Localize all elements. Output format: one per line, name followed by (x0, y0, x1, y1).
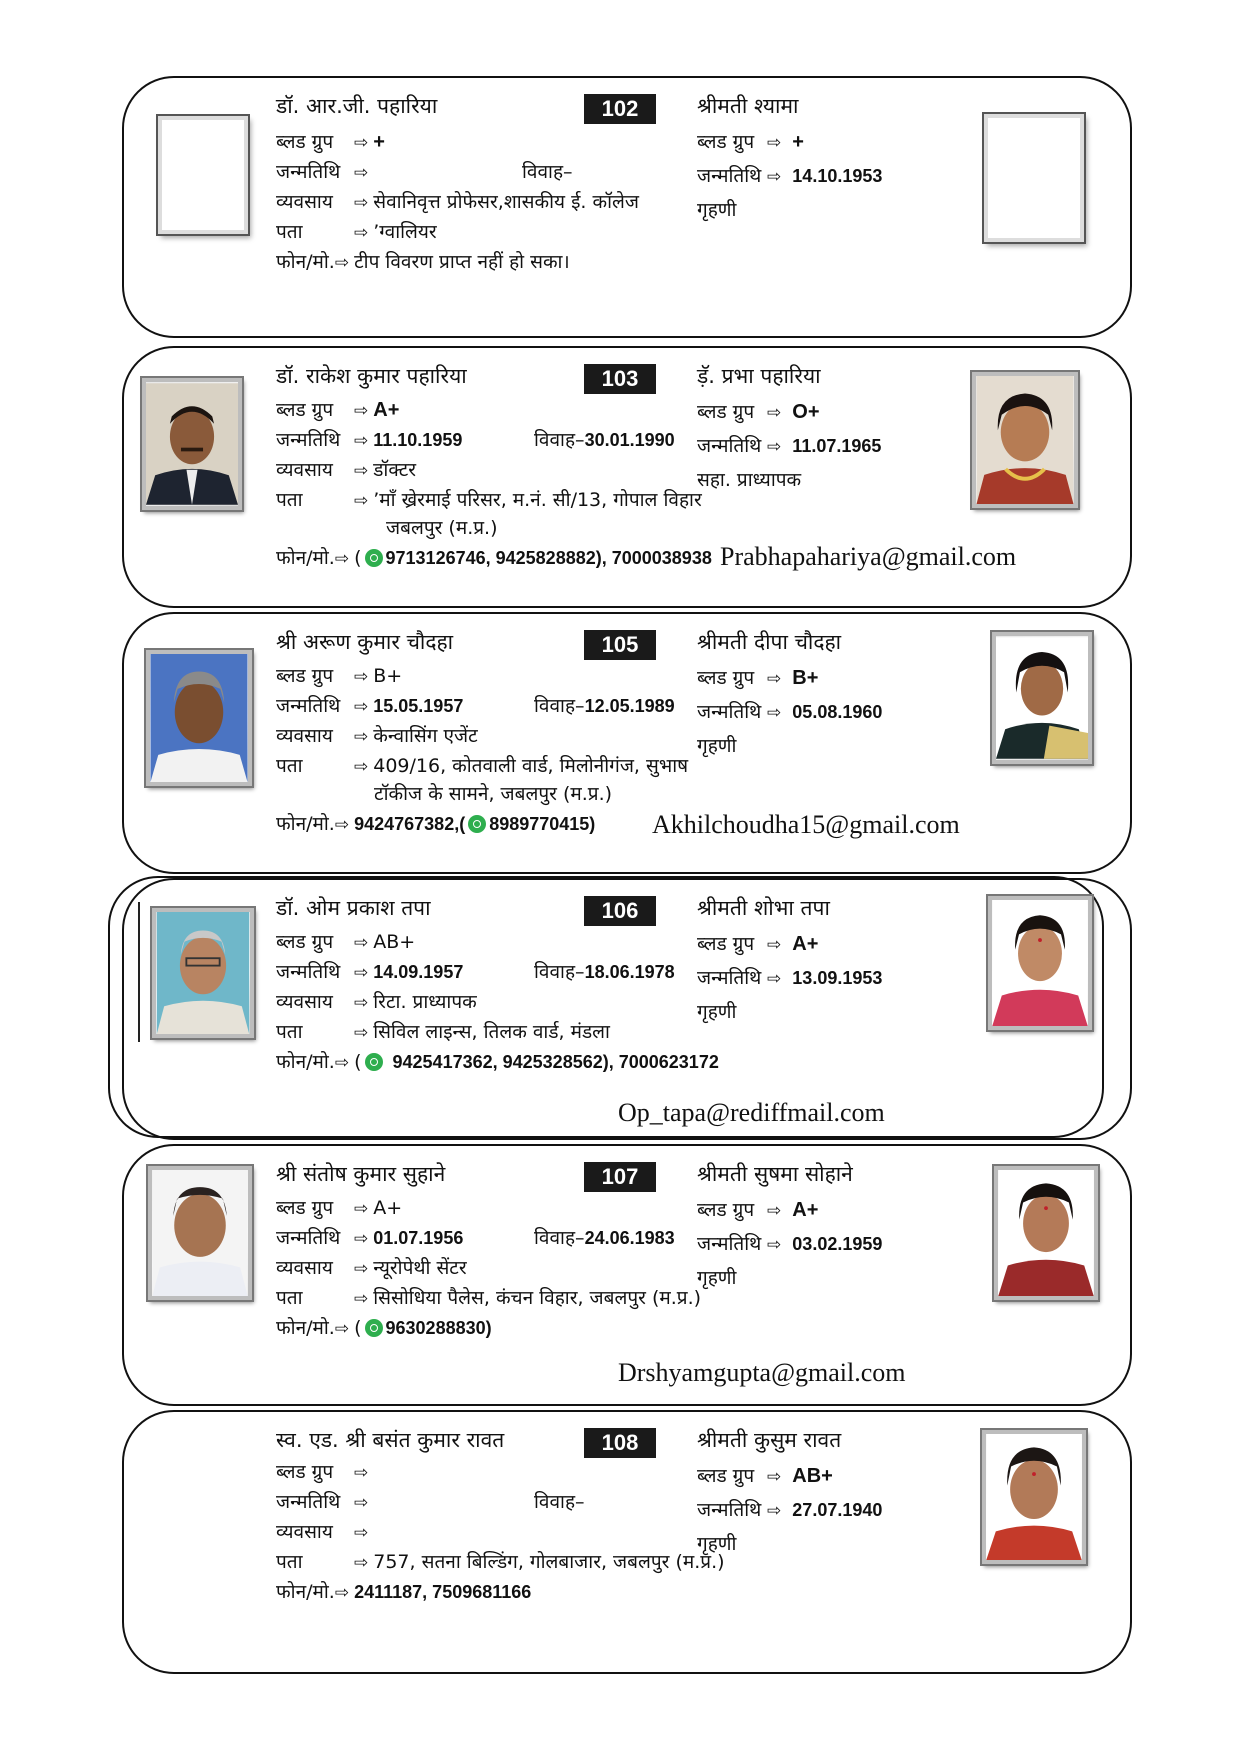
arrow-icon: ⇨ (767, 1467, 782, 1487)
husband-photo (152, 908, 254, 1038)
arrow-icon: ⇨ (767, 935, 782, 955)
marriage-label: विवाह– (534, 1491, 585, 1513)
wife-dob-value: 13.09.1953 (792, 968, 883, 988)
wife-blood-group-row (697, 398, 881, 424)
arrow-icon: ⇨ (767, 1235, 782, 1255)
address-label: पता (276, 1021, 303, 1043)
dob-row (276, 426, 462, 452)
wife-column (697, 362, 881, 492)
address-row-2 (374, 780, 612, 806)
wife-name: श्रीमती दीपा चौदहा (697, 630, 842, 654)
address-label: पता (276, 755, 303, 777)
occupation-row (276, 988, 477, 1014)
whatsapp-icon (365, 1319, 383, 1337)
arrow-icon: ⇨ (354, 193, 369, 213)
occupation-row (276, 1254, 467, 1280)
wife-dob-value: 27.07.1940 (792, 1500, 883, 1520)
blood-group-label: ब्लड ग्रुप (697, 1199, 755, 1221)
blood-group-value: + (373, 131, 385, 153)
address-value: सिविल लाइन्स, तिलक वार्ड, मंडला (373, 1021, 610, 1043)
wife-blood-group-value: + (792, 131, 804, 153)
occupation-label: व्यवसाय (276, 459, 333, 481)
wife-dob-row (697, 1496, 882, 1522)
member-number-badge: 106 (584, 896, 656, 926)
address-row-2 (386, 514, 498, 540)
wife-column (697, 628, 882, 758)
phone-label: फोन/मो. (276, 1317, 335, 1339)
arrow-icon: ⇨ (354, 993, 369, 1013)
arrow-icon: ⇨ (767, 167, 782, 187)
occupation-label: व्यवसाय (276, 991, 333, 1013)
address-row (276, 1548, 725, 1574)
phone-label: फोन/मो. (276, 1051, 335, 1073)
wife-photo (988, 896, 1092, 1030)
marriage-label: विवाह– (534, 1227, 585, 1249)
occupation-row (276, 1518, 373, 1544)
arrow-icon: ⇨ (354, 697, 369, 717)
husband-photo-placeholder (158, 116, 248, 234)
wife-dob-row (697, 1230, 882, 1256)
husband-name: श्री संतोष कुमार सुहाने (276, 1162, 446, 1186)
email-link[interactable]: Drshyamgupta@gmail.com (618, 1358, 906, 1387)
marriage-label: विवाह– (534, 695, 585, 717)
husband-photo (148, 1166, 252, 1300)
member-number-badge: 103 (584, 364, 656, 394)
occupation-label: व्यवसाय (276, 1257, 333, 1279)
arrow-icon: ⇨ (354, 727, 369, 747)
arrow-icon: ⇨ (354, 1493, 369, 1513)
phone-value: टीप विवरण प्राप्त नहीं हो सका। (354, 251, 570, 273)
member-card-102 (122, 76, 1132, 338)
arrow-icon: ⇨ (354, 1463, 369, 1483)
member-number-badge: 107 (584, 1162, 656, 1192)
wife-photo-placeholder (984, 114, 1084, 242)
wife-column (697, 894, 882, 1024)
husband-name: डॉ. आर.जी. पहारिया (276, 94, 438, 118)
phone-row (276, 544, 712, 570)
arrow-icon: ⇨ (354, 223, 369, 243)
dob-row (276, 692, 463, 718)
arrow-icon: ⇨ (767, 403, 782, 423)
blood-group-value: AB+ (373, 931, 416, 953)
arrow-icon: ⇨ (334, 1053, 350, 1073)
dob-label: जन्मतिथि (276, 1227, 341, 1249)
arrow-icon: ⇨ (334, 549, 350, 569)
blood-group-row (276, 662, 402, 688)
phone-value: 2411187, 7509681166 (354, 1582, 532, 1602)
occupation-value: डॉक्टर (373, 459, 417, 481)
arrow-icon: ⇨ (354, 667, 369, 687)
address-row (276, 218, 437, 244)
blood-group-row (276, 128, 385, 154)
wife-dob-value: 11.07.1965 (792, 436, 882, 456)
arrow-icon: ⇨ (334, 815, 350, 835)
dob-row (276, 1488, 373, 1514)
blood-group-row (276, 396, 399, 422)
arrow-icon: ⇨ (767, 1201, 782, 1221)
dob-row (276, 158, 373, 184)
photo-divider (138, 902, 140, 1042)
wife-dob-value: 03.02.1959 (792, 1234, 883, 1254)
arrow-icon: ⇨ (354, 401, 369, 421)
arrow-icon: ⇨ (767, 133, 782, 153)
marriage-value: 12.05.1989 (584, 696, 675, 716)
address-value-line1: ’माँ ख्रेरमाई परिसर, म.नं. सी/13, गोपाल विहार (373, 489, 702, 511)
member-number-badge: 102 (584, 94, 656, 124)
dob-label: जन्मतिथि (697, 701, 762, 723)
arrow-icon: ⇨ (334, 1319, 350, 1339)
arrow-icon: ⇨ (354, 1199, 369, 1219)
husband-name: श्री अरूण कुमार चौदहा (276, 630, 454, 654)
blood-group-value: A+ (373, 1197, 403, 1219)
address-label: पता (276, 1551, 303, 1573)
blood-group-label: ब्लड ग्रुप (697, 667, 755, 689)
husband-name: डॉ. राकेश कुमार पहारिया (276, 364, 467, 388)
arrow-icon: ⇨ (354, 1523, 369, 1543)
wife-name: श्रीमती सुषमा सोहाने (697, 1162, 853, 1186)
portrait-icon (996, 636, 1088, 760)
blood-group-label: ब्लड ग्रुप (276, 665, 334, 687)
phone-label: फोन/मो. (276, 813, 335, 835)
whatsapp-icon (365, 1053, 383, 1071)
dob-label: जन्मतिथि (697, 967, 762, 989)
arrow-icon: ⇨ (354, 1229, 369, 1249)
marriage-value: 24.06.1983 (584, 1228, 675, 1248)
phone-value-prefix: 9424767382,( (354, 814, 466, 834)
arrow-icon: ⇨ (334, 253, 350, 273)
occupation-label: व्यवसाय (276, 191, 333, 213)
wife-blood-group-row (697, 128, 882, 154)
dob-value: 15.05.1957 (373, 696, 464, 716)
blood-group-label: ब्लड ग्रुप (697, 1465, 755, 1487)
email-link[interactable]: Prabhapahariya@gmail.com (720, 542, 1017, 571)
dob-label: जन्मतिथि (276, 961, 341, 983)
marriage-label: विवाह– (522, 161, 573, 183)
occupation-row (276, 456, 416, 482)
marriage-row (534, 426, 675, 452)
address-row (276, 752, 688, 778)
member-card-106 (122, 878, 1132, 1140)
phone-label: फोन/मो. (276, 1581, 335, 1603)
member-card-103 (122, 346, 1132, 608)
occupation-label: व्यवसाय (276, 1521, 333, 1543)
wife-occupation: गृहणी (697, 1267, 737, 1289)
marriage-row (534, 958, 675, 984)
dob-value: 14.09.1957 (373, 962, 464, 982)
wife-occupation: गृहणी (697, 735, 737, 757)
member-card-105 (122, 612, 1132, 874)
wife-name: श्रीमती शोभा तपा (697, 896, 830, 920)
address-row (276, 1284, 701, 1310)
marriage-label: विवाह– (534, 961, 585, 983)
blood-group-value: B+ (373, 665, 403, 687)
wife-blood-group-value: B+ (792, 667, 819, 689)
blood-group-row (276, 928, 415, 954)
phone-value: 8989770415) (489, 814, 596, 834)
occupation-row (276, 722, 478, 748)
dob-row (276, 1224, 463, 1250)
blood-group-label: ब्लड ग्रुप (697, 131, 755, 153)
address-value-line2: जबलपुर (म.प्र.) (386, 517, 498, 539)
wife-photo (992, 632, 1092, 764)
wife-dob-row (697, 162, 882, 188)
blood-group-label: ब्लड ग्रुप (697, 933, 755, 955)
blood-group-label: ब्लड ग्रुप (697, 401, 755, 423)
blood-group-row (276, 1458, 373, 1484)
wife-dob-row (697, 964, 882, 990)
occupation-value: सेवानिवृत्त प्रोफेसर,शासकीय ई. कॉलेज (373, 191, 639, 213)
dob-label: जन्मतिथि (276, 429, 341, 451)
phone-row (276, 1578, 531, 1604)
husband-name: डॉ. ओम प्रकाश तपा (276, 896, 431, 920)
portrait-icon (150, 654, 248, 782)
wife-dob-row (697, 432, 881, 458)
arrow-icon: ⇨ (767, 669, 782, 689)
wife-blood-group-row (697, 664, 882, 690)
husband-name: स्व. एड. श्री बसंत कुमार रावत (276, 1428, 505, 1452)
blood-group-label: ब्लड ग्रुप (276, 131, 334, 153)
arrow-icon: ⇨ (354, 757, 369, 777)
arrow-icon: ⇨ (354, 963, 369, 983)
blood-group-row (276, 1194, 402, 1220)
dob-label: जन्मतिथि (276, 695, 341, 717)
email-link[interactable]: Op_tapa@rediffmail.com (618, 1098, 885, 1127)
wife-blood-group-row (697, 1196, 882, 1222)
blood-group-label: ब्लड ग्रुप (276, 1461, 334, 1483)
occupation-value: रिटा. प्राध्यापक (373, 991, 477, 1013)
member-card-108 (122, 1410, 1132, 1674)
blood-group-label: ब्लड ग्रुप (276, 399, 334, 421)
wife-column (697, 1160, 882, 1290)
dob-label: जन्मतिथि (697, 1233, 762, 1255)
wife-dob-value: 05.08.1960 (792, 702, 883, 722)
address-row (276, 1018, 610, 1044)
wife-column (697, 92, 882, 222)
address-value-line1: 409/16, कोतवाली वार्ड, मिलोनीगंज, सुभाष (373, 755, 689, 777)
wife-photo (994, 1166, 1098, 1300)
portrait-icon (992, 900, 1088, 1026)
wife-name: श्रीमती श्यामा (697, 94, 799, 118)
dob-value: 11.10.1959 (373, 430, 463, 450)
marriage-row (534, 692, 675, 718)
dob-label: जन्मतिथि (276, 1491, 341, 1513)
portrait-icon (986, 1434, 1082, 1560)
dob-row (276, 958, 463, 984)
wife-occupation: गृहणी (697, 1533, 737, 1555)
address-value: सिसोधिया पैलेस, कंचन विहार, जबलपुर (म.प्र.) (373, 1287, 702, 1309)
email-link[interactable]: Akhilchoudha15@gmail.com (652, 810, 960, 839)
arrow-icon: ⇨ (354, 431, 369, 451)
arrow-icon: ⇨ (767, 703, 782, 723)
wife-occupation: सहा. प्राध्यापक (697, 469, 802, 491)
phone-open-paren: ( (354, 547, 362, 569)
address-row (276, 486, 702, 512)
phone-value: 9713126746, 9425828882), 7000038938 (385, 548, 712, 568)
wife-name: ड़ॅ. प्रभा पहारिया (697, 364, 821, 388)
member-number-badge: 108 (584, 1428, 656, 1458)
phone-open-paren: ( (354, 1317, 362, 1339)
phone-label: फोन/मो. (276, 251, 335, 273)
arrow-icon: ⇨ (767, 1501, 782, 1521)
wife-name: श्रीमती कुसुम रावत (697, 1428, 842, 1452)
phone-row (276, 248, 570, 274)
arrow-icon: ⇨ (354, 163, 369, 183)
arrow-icon: ⇨ (354, 1553, 369, 1573)
dob-label: जन्मतिथि (697, 165, 762, 187)
arrow-icon: ⇨ (767, 437, 782, 457)
marriage-row (534, 1224, 675, 1250)
wife-dob-row (697, 698, 882, 724)
marriage-value: 30.01.1990 (584, 430, 675, 450)
portrait-icon (152, 1170, 248, 1296)
arrow-icon: ⇨ (354, 133, 369, 153)
address-value: 757, सतना बिल्डिंग, गोलबाजार, जबलपुर (म.प्र.) (373, 1551, 725, 1573)
wife-photo (982, 1430, 1086, 1564)
wife-blood-group-row (697, 1462, 882, 1488)
phone-row (276, 810, 595, 836)
blood-group-label: ब्लड ग्रुप (276, 931, 334, 953)
dob-label: जन्मतिथि (276, 161, 341, 183)
arrow-icon: ⇨ (354, 933, 369, 953)
address-value-line2: टॉकीज के सामने, जबलपुर (म.प्र.) (374, 783, 613, 805)
member-card-107 (122, 1144, 1132, 1406)
arrow-icon: ⇨ (354, 491, 369, 511)
portrait-icon (976, 376, 1074, 504)
address-label: पता (276, 489, 303, 511)
occupation-row (276, 188, 639, 214)
wife-blood-group-value: A+ (792, 1199, 819, 1221)
dob-value: 01.07.1956 (373, 1228, 464, 1248)
phone-row (276, 1314, 492, 1340)
marriage-label: विवाह– (534, 429, 585, 451)
address-value: ’ग्वालियर (373, 221, 437, 243)
whatsapp-icon (468, 815, 486, 833)
wife-column (697, 1426, 882, 1556)
wife-blood-group-value: A+ (792, 933, 819, 955)
wife-occupation: गृहणी (697, 199, 737, 221)
dob-label: जन्मतिथि (697, 1499, 762, 1521)
phone-value: 9425417362, 9425328562), 7000623172 (392, 1052, 719, 1072)
wife-blood-group-row (697, 930, 882, 956)
phone-open-paren: ( (354, 1051, 362, 1073)
arrow-icon: ⇨ (354, 1259, 369, 1279)
wife-occupation: गृहणी (697, 1001, 737, 1023)
member-number-badge: 105 (584, 630, 656, 660)
arrow-icon: ⇨ (334, 1583, 350, 1603)
portrait-icon (146, 382, 238, 506)
occupation-value: न्यूरोपेथी सेंटर (373, 1257, 467, 1279)
phone-row (276, 1048, 719, 1074)
husband-photo (142, 378, 242, 510)
blood-group-label: ब्लड ग्रुप (276, 1197, 334, 1219)
wife-photo (972, 372, 1078, 508)
wife-blood-group-value: AB+ (792, 1465, 833, 1487)
occupation-value: केन्वासिंग एजेंट (373, 725, 478, 747)
arrow-icon: ⇨ (767, 969, 782, 989)
phone-value: 9630288830) (385, 1318, 492, 1338)
arrow-icon: ⇨ (354, 461, 369, 481)
wife-dob-value: 14.10.1953 (792, 166, 883, 186)
whatsapp-icon (365, 549, 383, 567)
address-label: पता (276, 1287, 303, 1309)
occupation-label: व्यवसाय (276, 725, 333, 747)
marriage-value: 18.06.1978 (584, 962, 675, 982)
arrow-icon: ⇨ (354, 1289, 369, 1309)
wife-blood-group-value: O+ (792, 401, 820, 423)
address-label: पता (276, 221, 303, 243)
arrow-icon: ⇨ (354, 1023, 369, 1043)
portrait-icon (156, 912, 250, 1034)
dob-label: जन्मतिथि (697, 435, 762, 457)
blood-group-value: A+ (373, 399, 400, 421)
phone-label: फोन/मो. (276, 547, 335, 569)
husband-photo (146, 650, 252, 786)
portrait-icon (998, 1170, 1094, 1296)
